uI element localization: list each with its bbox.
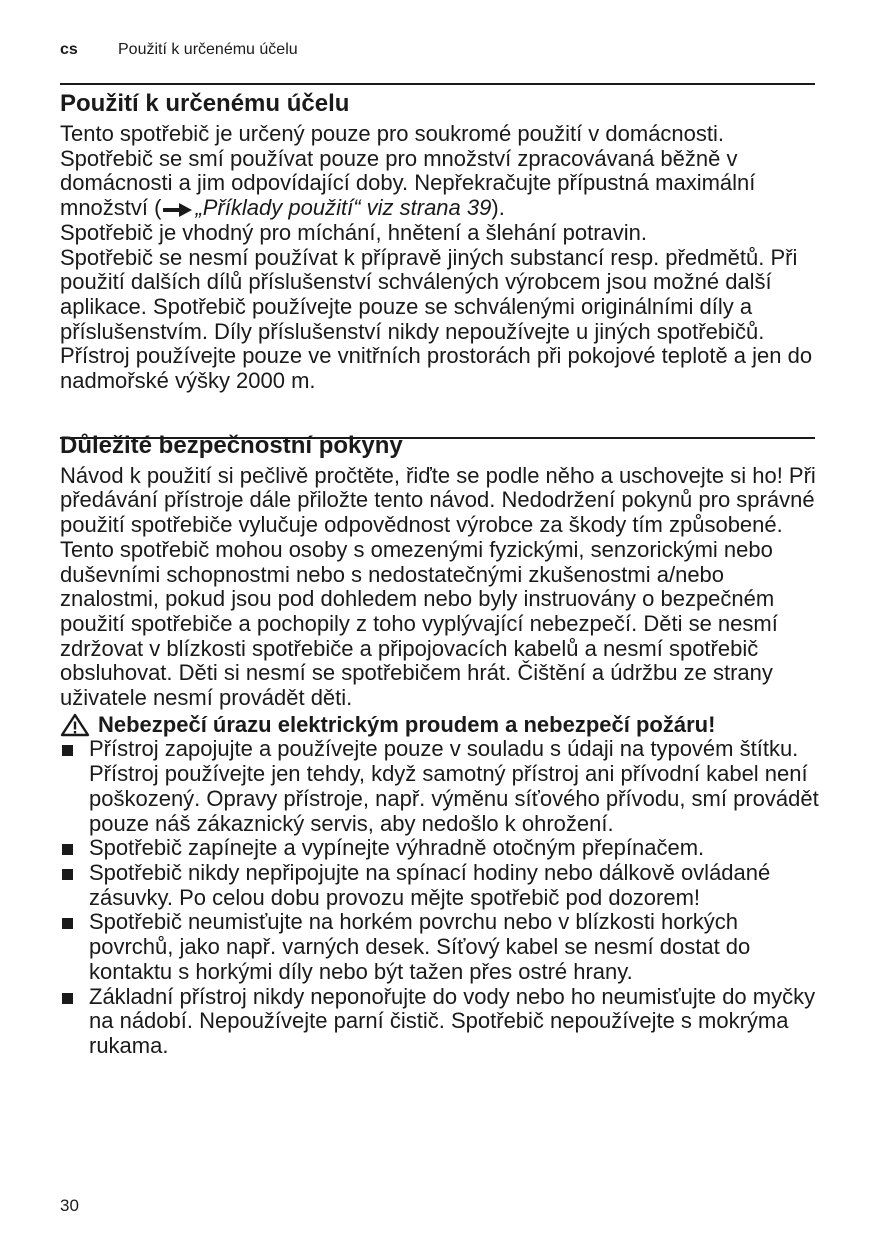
header-divider — [60, 83, 815, 85]
running-header — [60, 40, 815, 60]
paragraph-text: ). — [491, 195, 505, 221]
section-safety — [60, 432, 820, 1059]
section-heading-safety: Důležité bezpečnostní pokyny — [60, 431, 403, 459]
bullet-square-icon — [62, 844, 73, 855]
arrow-right-icon — [163, 202, 193, 218]
list-item — [60, 836, 820, 861]
paragraph-intended-use-3: Spotřebič se nesmí používat k přípravě jiných substancí resp. předmětů. Při použití dalších dílů příslušenství schválených výrobcem jsou možné další aplikace. Spotřebič používejte pouze se schválenými originálními díly a příslušenstvím. Díly příslušenství nikdy nepoužívejte u jiných spotřebičů. — [60, 244, 798, 344]
bullet-square-icon — [62, 745, 73, 756]
paragraph-intended-use-1 — [60, 122, 820, 221]
cross-reference-link[interactable]: „Příklady použití“ viz strana 39 — [195, 195, 492, 221]
list-item-text: Spotřebič neumisťujte na horkém povrchu nebo v blízkosti horkých povrchů, jako např. varných desek. Síťový kabel se nesmí dostat do kontaktu s horkými díly nebo být tažen přes ostré hrany. — [89, 909, 751, 984]
paragraph-intended-use-4: Přístroj používejte pouze ve vnitřních prostorách při pokojové teplotě a jen do nadmořské výšky 2000 m. — [60, 343, 813, 394]
bullet-square-icon — [62, 918, 73, 929]
list-item-text: Přístroj zapojujte a používejte pouze v souladu s údaji na typovém štítku. Přístroj používejte jen tehdy, když samotný přístroj ani přívodní kabel není poškozený. Opravy přístroje, např. výměnu síťového přívodu, smí provádět pouze náš zákaznický servis, aby nedošlo k ohrožení. — [89, 736, 819, 836]
list-item — [60, 861, 820, 910]
section-intended-use — [60, 90, 820, 394]
page-content — [60, 90, 820, 1059]
paragraph-text: Tento spotřebič je určený pouze pro soukromé použití v domácnosti. Spotřebič se smí používat pouze pro množství zpracovávaná běžně v domácnosti a jim odpovídající doby. Nepřekračujte přípustná maximální množství ( — [60, 121, 756, 221]
warning-triangle-icon — [60, 713, 90, 737]
list-item — [60, 910, 820, 984]
bullet-square-icon — [62, 993, 73, 1004]
list-item — [60, 985, 820, 1059]
list-item-text: Spotřebič zapínejte a vypínejte výhradně otočným přepínačem. — [89, 835, 705, 861]
page-number: 30 — [60, 1196, 79, 1215]
language-code: cs — [60, 41, 78, 58]
paragraph-safety-1: Návod k použití si pečlivě pročtěte, řiďte se podle něho a uschovejte si ho! Při předávání přístroje dále přiložte tento návod. Nedodržení pokynů pro správné použití spotřebiče vylučuje odpovědnost výrobce za škody tím způsobené. — [60, 462, 816, 538]
bullet-square-icon — [62, 869, 73, 880]
list-item-text: Spotřebič nikdy nepřipojujte na spínací hodiny nebo dálkově ovládané zásuvky. Po celou dobu provozu mějte spotřebič pod dozorem! — [89, 859, 771, 910]
list-item-text: Základní přístroj nikdy neponořujte do vody nebo ho neumisťujte do myčky na nádobí. Nepoužívejte parní čistič. Spotřebič nepoužívejte s mokrýma rukama. — [89, 983, 816, 1058]
paragraph-intended-use-2: Spotřebič je vhodný pro míchání, hnětení a šlehání potravin. — [60, 219, 648, 245]
paragraph-safety-2: Tento spotřebič mohou osoby s omezenými fyzickými, senzorickými nebo duševními schopnostmi nebo s nedostatečnými zkušenostmi a/nebo znalostmi, pokud jsou pod dohledem nebo byly instruovány o bezpečném použití spotřebiče a pochopily z toho vyplývající nebezpečí. Děti se nesmí zdržovat v blízkosti spotřebiče a připojovacích kabelů a nesmí spotřebič obsluhovat. Děti si nesmí se spotřebičem hrát. Čištění a údržbu ze strany uživatele nesmí provádět děti. — [60, 536, 778, 711]
warning-text: Nebezpečí úrazu elektrickým proudem a nebezpečí požáru! — [98, 711, 716, 737]
section-heading-intended-use: Použití k určenému účelu — [60, 90, 350, 117]
list-item — [60, 737, 820, 836]
warning-line — [60, 713, 820, 738]
section-divider — [60, 437, 815, 439]
header-title: Použití k určenému účelu — [118, 41, 298, 58]
safety-bullet-list — [60, 737, 820, 1058]
